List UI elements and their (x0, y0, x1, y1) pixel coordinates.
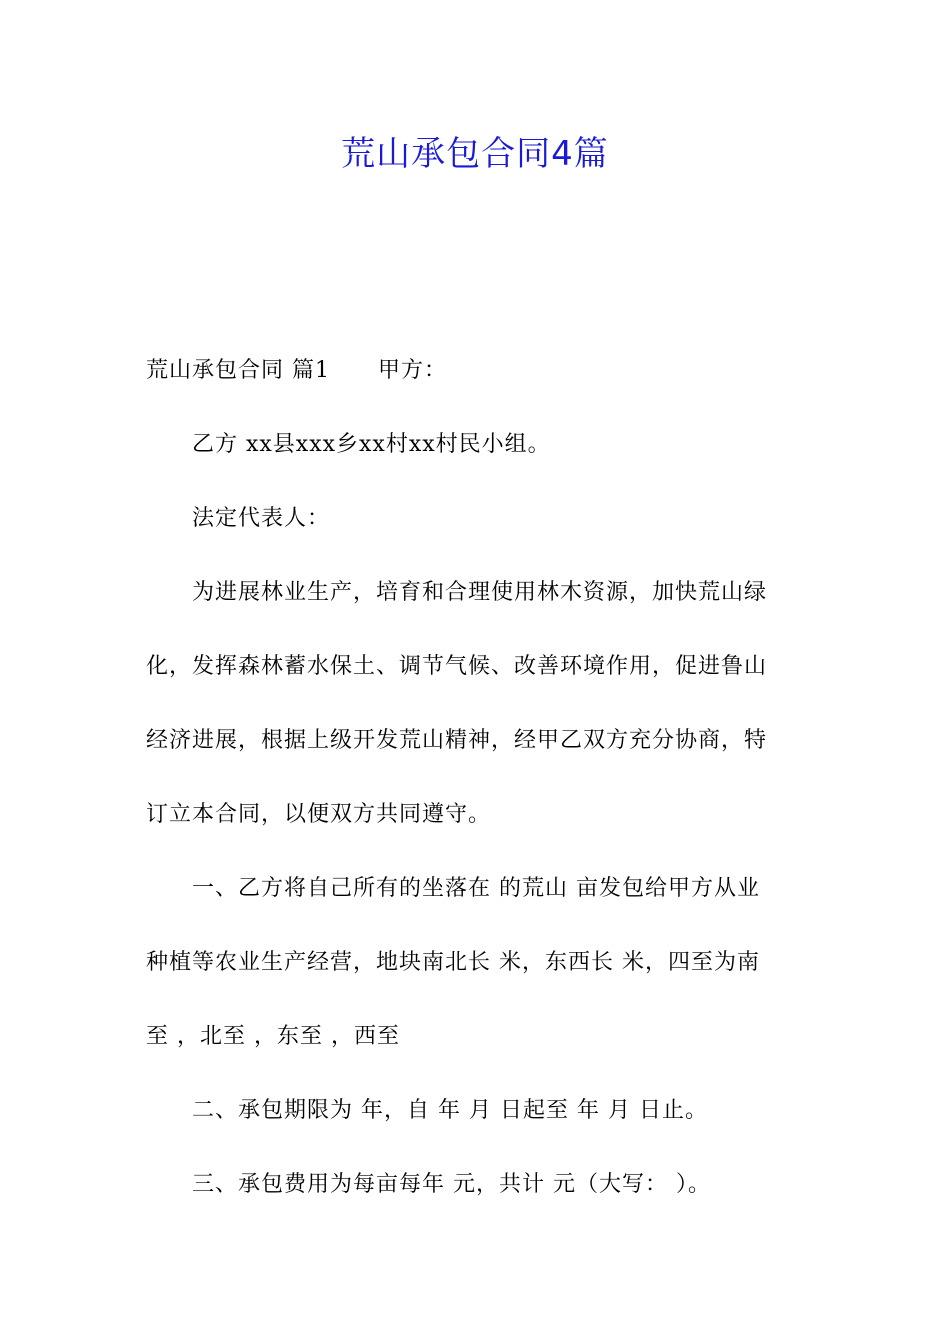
document-body (146, 334, 806, 1222)
party-b-line: 乙方 xx县xxx乡xx村xx村民小组。 (192, 432, 551, 457)
clause-line: 三、承包费用为每亩每年 元，共计 元（大写： ）。 (192, 1172, 711, 1197)
paragraph-line: 为进展林业生产，培育和合理使用林木资源，加快荒山绿 (192, 580, 768, 605)
contract-part-label: 荒山承包合同 篇1 (146, 358, 330, 383)
legal-representative-line: 法定代表人： (192, 506, 331, 531)
paragraph-line: 订立本合同，以便双方共同遵守。 (146, 802, 492, 827)
clause-line: 种植等农业生产经营，地块南北长 米，东西长 米，四至为南 (146, 950, 760, 975)
paragraph-line: 经济进展，根据上级开发荒山精神，经甲乙双方充分协商，特 (146, 728, 768, 753)
clause-line: 二、承包期限为 年，自 年 月 日起至 年 月 日止。 (192, 1098, 708, 1123)
paragraph-line: 化，发挥森林蓄水保土、调节气候、改善环境作用，促进鲁山 (146, 654, 768, 679)
party-a-label: 甲方： (378, 358, 448, 383)
document-title: 荒山承包合同4篇 (341, 134, 609, 174)
clause-line: 至 ，北至 ，东至 ，西至 (146, 1024, 400, 1049)
clause-line: 一、乙方将自己所有的坐落在 的荒山 亩发包给甲方从业 (192, 876, 760, 901)
heading-line (146, 334, 806, 408)
